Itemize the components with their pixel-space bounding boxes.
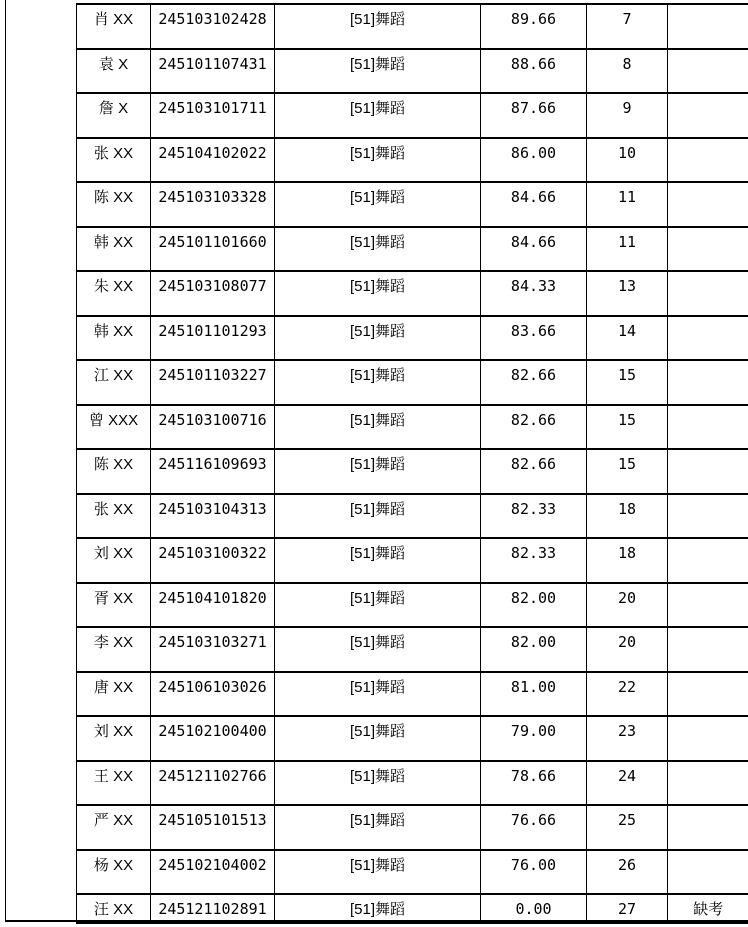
table-row <box>77 583 748 628</box>
cell-exam-id: 245103101711 <box>151 93 275 138</box>
cell-score: 84.66 <box>481 227 587 272</box>
cell-exam-id: 245103108077 <box>151 271 275 316</box>
cell-major: [51]舞蹈 <box>275 538 481 583</box>
table-row <box>77 405 748 450</box>
cell-major: [51]舞蹈 <box>275 805 481 850</box>
cell-note <box>668 538 748 583</box>
cell-major: [51]舞蹈 <box>275 138 481 183</box>
cell-exam-id: 245103103271 <box>151 627 275 672</box>
cell-exam-id: 245103103328 <box>151 182 275 227</box>
cell-major: [51]舞蹈 <box>275 449 481 494</box>
cell-rank: 23 <box>587 716 668 761</box>
cell-major: [51]舞蹈 <box>275 716 481 761</box>
cell-major: [51]舞蹈 <box>275 761 481 806</box>
table-row <box>77 716 748 761</box>
cell-note <box>668 227 748 272</box>
table-row <box>77 271 748 316</box>
cell-note <box>668 627 748 672</box>
table-row <box>77 316 748 361</box>
cell-exam-id: 245105101513 <box>151 805 275 850</box>
table-row <box>77 49 748 94</box>
cell-exam-id: 245102100400 <box>151 716 275 761</box>
table-row <box>77 538 748 583</box>
table-row <box>77 761 748 806</box>
cell-name: 陈 XX <box>77 449 151 494</box>
cell-exam-id: 245116109693 <box>151 449 275 494</box>
cell-exam-id: 245121102891 <box>151 894 275 923</box>
cell-name: 刘 XX <box>77 716 151 761</box>
table-row <box>77 4 748 49</box>
cell-score: 84.33 <box>481 271 587 316</box>
cell-score: 0.00 <box>481 894 587 923</box>
cell-exam-id: 245106103026 <box>151 672 275 717</box>
cell-rank: 9 <box>587 93 668 138</box>
cell-rank: 24 <box>587 761 668 806</box>
cell-name: 唐 XX <box>77 672 151 717</box>
cell-rank: 20 <box>587 627 668 672</box>
cell-major: [51]舞蹈 <box>275 494 481 539</box>
page-left-border-line <box>5 0 6 922</box>
score-table <box>76 3 748 924</box>
cell-exam-id: 245121102766 <box>151 761 275 806</box>
cell-score: 89.66 <box>481 4 587 49</box>
cell-score: 76.00 <box>481 850 587 895</box>
cell-note <box>668 360 748 405</box>
cell-rank: 13 <box>587 271 668 316</box>
cell-exam-id: 245101107431 <box>151 49 275 94</box>
cell-rank: 15 <box>587 449 668 494</box>
table-row <box>77 672 748 717</box>
table-row <box>77 360 748 405</box>
cell-rank: 27 <box>587 894 668 923</box>
cell-name: 李 XX <box>77 627 151 672</box>
score-table-body <box>77 4 748 923</box>
cell-score: 84.66 <box>481 182 587 227</box>
cell-name: 朱 XX <box>77 271 151 316</box>
cell-score: 83.66 <box>481 316 587 361</box>
cell-rank: 8 <box>587 49 668 94</box>
cell-name: 陈 XX <box>77 182 151 227</box>
cell-major: [51]舞蹈 <box>275 583 481 628</box>
cell-score: 82.00 <box>481 583 587 628</box>
cell-name: 韩 XX <box>77 227 151 272</box>
cell-major: [51]舞蹈 <box>275 850 481 895</box>
cell-major: [51]舞蹈 <box>275 93 481 138</box>
cell-exam-id: 245103100322 <box>151 538 275 583</box>
cell-exam-id: 245101101293 <box>151 316 275 361</box>
cell-rank: 18 <box>587 494 668 539</box>
cell-name: 王 XX <box>77 761 151 806</box>
cell-rank: 11 <box>587 227 668 272</box>
cell-major: [51]舞蹈 <box>275 894 481 923</box>
table-row <box>77 494 748 539</box>
cell-note <box>668 672 748 717</box>
cell-major: [51]舞蹈 <box>275 271 481 316</box>
cell-exam-id: 245101101660 <box>151 227 275 272</box>
cell-note <box>668 805 748 850</box>
cell-major: [51]舞蹈 <box>275 182 481 227</box>
cell-major: [51]舞蹈 <box>275 627 481 672</box>
cell-note <box>668 716 748 761</box>
cell-rank: 11 <box>587 182 668 227</box>
cell-rank: 15 <box>587 405 668 450</box>
cell-rank: 20 <box>587 583 668 628</box>
cell-exam-id: 245103102428 <box>151 4 275 49</box>
cell-exam-id: 245102104002 <box>151 850 275 895</box>
cell-major: [51]舞蹈 <box>275 316 481 361</box>
cell-score: 79.00 <box>481 716 587 761</box>
cell-note <box>668 93 748 138</box>
cell-name: 詹 X <box>77 93 151 138</box>
cell-note <box>668 583 748 628</box>
cell-note <box>668 494 748 539</box>
cell-rank: 10 <box>587 138 668 183</box>
cell-note <box>668 405 748 450</box>
cell-score: 87.66 <box>481 93 587 138</box>
table-row <box>77 182 748 227</box>
table-row <box>77 627 748 672</box>
cell-note <box>668 316 748 361</box>
cell-note <box>668 49 748 94</box>
cell-rank: 26 <box>587 850 668 895</box>
cell-note <box>668 138 748 183</box>
cell-name: 张 XX <box>77 494 151 539</box>
cell-score: 82.33 <box>481 494 587 539</box>
cell-score: 82.66 <box>481 449 587 494</box>
table-row <box>77 227 748 272</box>
cell-name: 刘 XX <box>77 538 151 583</box>
cell-score: 82.66 <box>481 405 587 450</box>
table-row <box>77 850 748 895</box>
cell-score: 76.66 <box>481 805 587 850</box>
cell-major: [51]舞蹈 <box>275 405 481 450</box>
cell-note <box>668 761 748 806</box>
cell-score: 82.33 <box>481 538 587 583</box>
cell-name: 肖 XX <box>77 4 151 49</box>
cell-score: 81.00 <box>481 672 587 717</box>
cell-rank: 7 <box>587 4 668 49</box>
cell-major: [51]舞蹈 <box>275 4 481 49</box>
cell-exam-id: 245104101820 <box>151 583 275 628</box>
table-row <box>77 138 748 183</box>
cell-name: 汪 XX <box>77 894 151 923</box>
cell-score: 82.00 <box>481 627 587 672</box>
cell-major: [51]舞蹈 <box>275 360 481 405</box>
table-row <box>77 894 748 923</box>
cell-exam-id: 245104102022 <box>151 138 275 183</box>
cell-note <box>668 4 748 49</box>
cell-note <box>668 271 748 316</box>
cell-score: 88.66 <box>481 49 587 94</box>
cell-score: 78.66 <box>481 761 587 806</box>
cell-major: [51]舞蹈 <box>275 227 481 272</box>
cell-name: 曾 XXX <box>77 405 151 450</box>
cell-major: [51]舞蹈 <box>275 49 481 94</box>
cell-name: 胥 XX <box>77 583 151 628</box>
table-row <box>77 93 748 138</box>
cell-note <box>668 850 748 895</box>
table-row <box>77 805 748 850</box>
cell-major: [51]舞蹈 <box>275 672 481 717</box>
cell-rank: 18 <box>587 538 668 583</box>
table-row <box>77 449 748 494</box>
cell-exam-id: 245101103227 <box>151 360 275 405</box>
cell-name: 韩 XX <box>77 316 151 361</box>
cell-note: 缺考 <box>668 894 748 923</box>
cell-name: 江 XX <box>77 360 151 405</box>
cell-name: 袁 X <box>77 49 151 94</box>
cell-exam-id: 245103100716 <box>151 405 275 450</box>
cell-name: 严 XX <box>77 805 151 850</box>
cell-score: 86.00 <box>481 138 587 183</box>
cell-note <box>668 449 748 494</box>
cell-rank: 22 <box>587 672 668 717</box>
cell-note <box>668 182 748 227</box>
cell-name: 张 XX <box>77 138 151 183</box>
cell-rank: 14 <box>587 316 668 361</box>
cell-name: 杨 XX <box>77 850 151 895</box>
cell-exam-id: 245103104313 <box>151 494 275 539</box>
cell-score: 82.66 <box>481 360 587 405</box>
cell-rank: 15 <box>587 360 668 405</box>
cell-rank: 25 <box>587 805 668 850</box>
